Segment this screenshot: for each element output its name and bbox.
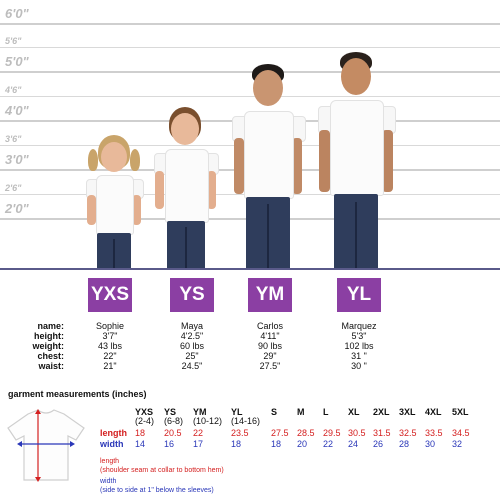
width-cell: 24 bbox=[348, 439, 359, 449]
kid-waist: 21" bbox=[103, 361, 117, 371]
size-label: YM bbox=[255, 284, 285, 305]
size-column-header: L bbox=[323, 407, 329, 417]
kid-photo-maya bbox=[150, 105, 222, 270]
kid-height: 4'2.5" bbox=[180, 331, 204, 341]
height-line bbox=[0, 47, 500, 48]
info-label-waist: waist: bbox=[38, 361, 64, 371]
size-column-header: YXS bbox=[135, 407, 154, 417]
length-note-title: length bbox=[100, 458, 120, 465]
size-box-yxs bbox=[88, 278, 132, 312]
info-label-weight: weight: bbox=[32, 341, 64, 351]
size-label: YXS bbox=[90, 284, 130, 305]
kid-name: Marquez bbox=[341, 321, 377, 331]
kid-photo-marquez bbox=[315, 52, 397, 270]
height-label: 4'6" bbox=[5, 85, 22, 95]
width-cell: 14 bbox=[135, 439, 146, 449]
size-column-header: S bbox=[271, 407, 278, 417]
size-column-range: (6-8) bbox=[164, 416, 184, 426]
length-note: (shoulder seam at collar to bottom hem) bbox=[100, 467, 224, 474]
size-column-header: 5XL bbox=[452, 407, 469, 417]
floor-line bbox=[0, 268, 500, 270]
kid-height: 5'3" bbox=[351, 331, 367, 341]
kid-height: 3'7" bbox=[102, 331, 118, 341]
kid-waist: 30 " bbox=[351, 361, 367, 371]
height-label: 5'0" bbox=[5, 54, 29, 69]
width-cell: 17 bbox=[193, 439, 204, 449]
size-label: YS bbox=[179, 284, 205, 305]
kid-height: 4'11" bbox=[260, 331, 280, 341]
width-cell: 30 bbox=[425, 439, 436, 449]
length-cell: 18 bbox=[135, 428, 146, 438]
garment-measurements-title: garment measurements (inches) bbox=[8, 389, 147, 399]
width-note: (side to side at 1" below the sleeves) bbox=[100, 487, 214, 494]
height-label: 2'0" bbox=[5, 201, 29, 216]
size-column-header: M bbox=[297, 407, 305, 417]
kid-chest: 31 " bbox=[351, 351, 367, 361]
kid-photo-sophie bbox=[82, 135, 152, 270]
length-cell: 20.5 bbox=[164, 428, 182, 438]
width-note-title: width bbox=[100, 478, 117, 485]
kid-weight: 90 lbs bbox=[257, 341, 283, 351]
kid-chest: 22" bbox=[103, 351, 117, 361]
height-label: 5'6" bbox=[5, 36, 22, 46]
info-label-chest: chest: bbox=[37, 351, 64, 361]
size-column-range: (10-12) bbox=[193, 416, 223, 426]
size-box-ym bbox=[248, 278, 292, 312]
width-cell: 22 bbox=[323, 439, 334, 449]
length-cell: 31.5 bbox=[373, 428, 391, 438]
length-cell: 30.5 bbox=[348, 428, 366, 438]
width-cell: 16 bbox=[164, 439, 175, 449]
length-cell: 23.5 bbox=[231, 428, 249, 438]
height-line bbox=[0, 23, 500, 25]
length-row-label: length bbox=[100, 428, 127, 438]
length-cell: 29.5 bbox=[323, 428, 341, 438]
size-column-header: 4XL bbox=[425, 407, 442, 417]
width-cell: 32 bbox=[452, 439, 463, 449]
info-label-height: height: bbox=[34, 331, 64, 341]
size-column-header: YM bbox=[193, 407, 207, 417]
kid-name: Carlos bbox=[256, 321, 283, 331]
size-label: YL bbox=[346, 284, 372, 305]
length-cell: 32.5 bbox=[399, 428, 417, 438]
kid-weight: 43 lbs bbox=[97, 341, 123, 351]
height-label: 3'0" bbox=[5, 152, 29, 167]
kid-weight: 60 lbs bbox=[179, 341, 205, 351]
kid-weight: 102 lbs bbox=[344, 341, 374, 351]
length-cell: 22 bbox=[193, 428, 204, 438]
size-column-range: (2-4) bbox=[135, 416, 155, 426]
width-cell: 20 bbox=[297, 439, 308, 449]
height-label: 4'0" bbox=[5, 103, 29, 118]
kid-name: Maya bbox=[180, 321, 203, 331]
length-cell: 28.5 bbox=[297, 428, 315, 438]
size-box-yl bbox=[337, 278, 381, 312]
size-column-header: 2XL bbox=[373, 407, 390, 417]
height-label: 3'6" bbox=[5, 134, 22, 144]
info-label-name: name: bbox=[37, 321, 64, 331]
size-column-header: 3XL bbox=[399, 407, 416, 417]
length-cell: 34.5 bbox=[452, 428, 470, 438]
length-cell: 33.5 bbox=[425, 428, 443, 438]
height-label: 6'0" bbox=[5, 6, 29, 21]
kid-chest: 25" bbox=[185, 351, 199, 361]
height-label: 2'6" bbox=[5, 183, 22, 193]
size-column-range: (14-16) bbox=[231, 416, 261, 426]
kid-waist: 27.5" bbox=[259, 361, 281, 371]
t-shirt-diagram-icon bbox=[4, 406, 88, 486]
kid-chest: 29" bbox=[263, 351, 277, 361]
size-column-header: YS bbox=[164, 407, 177, 417]
kid-photo-carlos bbox=[228, 64, 308, 270]
kid-name: Sophie bbox=[95, 321, 125, 331]
width-cell: 26 bbox=[373, 439, 384, 449]
length-cell: 27.5 bbox=[271, 428, 289, 438]
width-row-label: width bbox=[100, 439, 124, 449]
width-cell: 28 bbox=[399, 439, 410, 449]
kid-waist: 24.5" bbox=[181, 361, 203, 371]
width-cell: 18 bbox=[231, 439, 242, 449]
size-box-ys bbox=[170, 278, 214, 312]
size-column-header: YL bbox=[231, 407, 243, 417]
size-column-header: XL bbox=[348, 407, 360, 417]
width-cell: 18 bbox=[271, 439, 282, 449]
